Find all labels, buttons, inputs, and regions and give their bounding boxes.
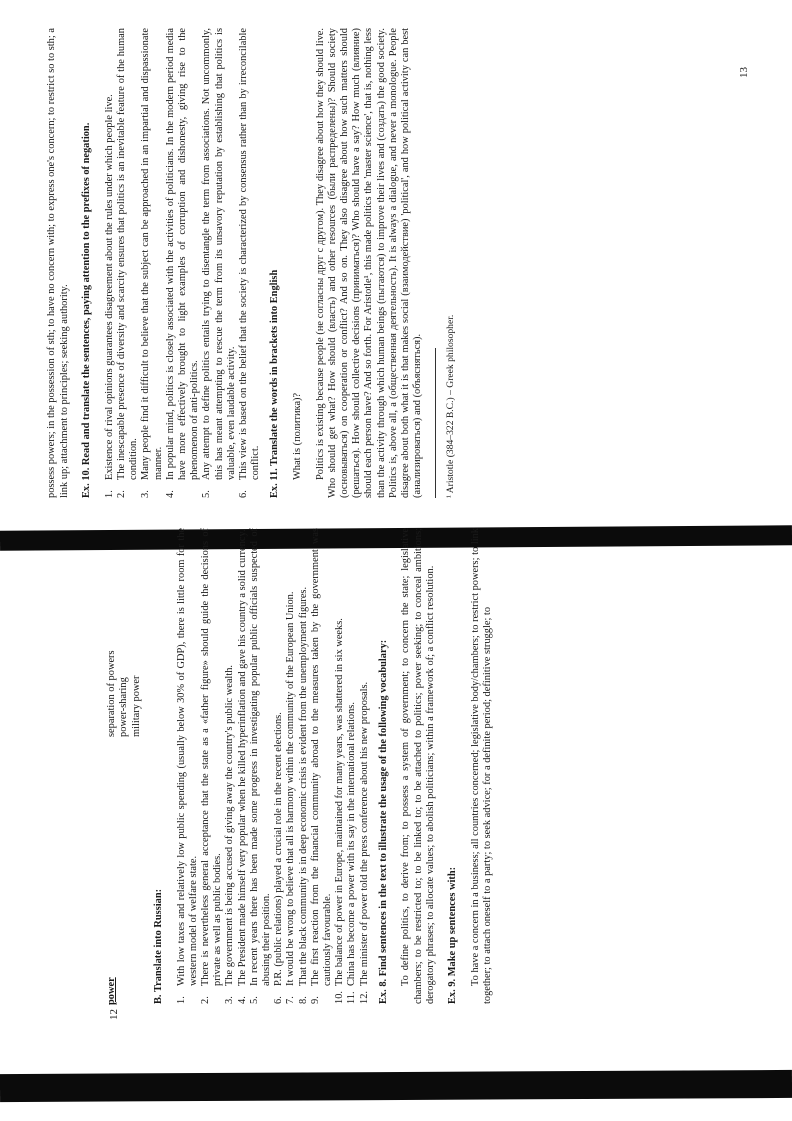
item-number: 5.: [201, 490, 213, 498]
footnote-rule: [435, 348, 436, 498]
list-item: [237, 528, 249, 1004]
item-number: 3.: [224, 996, 236, 1004]
item-text: Existence of rival opinions guarantees disagreement about the rules under which people live.: [103, 94, 115, 480]
item-text: The government is being accused of giving away the country's public wealth.: [224, 664, 236, 986]
item-text: In recent years there has been made some progress in investigating popular public officials suspected of abusing their position.: [248, 528, 273, 986]
item-number: 9.: [309, 996, 321, 1004]
item-text: There is nevertheless general acceptance that the state as a «father figure» should guide the decisions of private as well as public bodies.: [200, 528, 224, 986]
item-number: 3.: [140, 490, 152, 498]
item-text: The balance of power in Europe, maintained for many years, was shattered in six weeks.: [334, 618, 346, 986]
ex9-text: To have a concern in a business; all countries concerned; legislative body/chambers; to restrict powers; to link together; to attach oneself to a party; to seek advice; for a definite period; definitive struggle; to: [470, 528, 494, 1004]
list-item: [165, 28, 202, 498]
item-number: 10.: [334, 991, 346, 1004]
list-item: [140, 28, 164, 498]
item-number: 2.: [115, 490, 127, 498]
item-number: 11.: [346, 991, 358, 1004]
list-item: [176, 528, 200, 1004]
list-item: [224, 528, 236, 1004]
list-item: military power: [130, 675, 142, 737]
sectionB-title: B. Translate into Russian:: [153, 888, 164, 1004]
item-text: China has become a power with its say in the international relations.: [346, 702, 358, 986]
item-text: The minister of power told the press conference about his new proposals.: [358, 681, 370, 986]
item-text: It would be wrong to believe that all is harmony within the community of the European Union.: [285, 591, 297, 986]
list-item: [310, 528, 334, 1004]
list-item: [359, 528, 371, 1004]
item-number: 1.: [103, 490, 115, 498]
list-item: [298, 528, 310, 1004]
ex10-title: Ex. 10. Read and translate the sentences, paying attention to the prefixes of negation.: [81, 122, 93, 498]
ex11-text: Politics is existing because people (не согласны друг с другом). They disagree about how they should live. Who should get what? How should (власть) and other resources (были распределены)? Should society (основываться) on cooperation or conflict? And so on. They also disagree about how such matters should (решаться). How should collective decisions (приниматься)? Who should have a say? How much (влияние) should each person have? And so forth. For Aristotle¹, this made politics the 'master science', that is, nothing less than the activity through which human beings (пытаются) to improve their lives and (создать) the good society. Politics is, above all, a (общественная деятельность). It is always a dialogue, and never a monologue. People disagree about both what it is that makes social (взаимодействие) 'political', and how political activity can best (анализироваться) and (объясняться).: [314, 28, 424, 498]
continuation-text: possess powers; in the possession of sth; to have no concern with; to express one's concern; to restrict so to sth; a link up; attachment to principles; seeking authority.: [46, 28, 70, 498]
scan-shadow-bottom: [0, 1070, 792, 1102]
list-item: power-sharing: [118, 677, 130, 737]
ex9-title: Ex. 9. Make up sentences with:: [447, 866, 459, 1004]
item-number: 6.: [273, 996, 285, 1004]
item-text: Many people find it difficult to believe that the subject can be approached in an impartial and dispassionate manner.: [140, 28, 164, 480]
item-number: 12.: [358, 991, 370, 1004]
list-item: [249, 528, 273, 1004]
list-item: [104, 28, 116, 498]
page-number-right: 13: [738, 67, 750, 78]
item-text: This view is based on the belief that the society is characterized by consensus rather than by irreconcilable conflict.: [238, 28, 262, 480]
list-item: [200, 528, 224, 1004]
ex8-text: To define politics, to derive from; to possess a system of government; to concern the state; legislative chambers; to be restricted to; to be linked to; to be attached to politics; power seeking; to conceal ambitions; derogatory phrases; to allocate values; to abolish politicians; within a framework of; a conflict resolution.: [400, 528, 436, 1004]
item-text: Any attempt to define politics entails trying to disentangle the term from associations. Not uncommonly, this has meant attempting to rescue the term from its unsavory reputation by establishing that politics is valuable, even laudable activity.: [201, 28, 237, 480]
list-item: [238, 28, 262, 498]
item-text: In popular mind, politics is closely associated with the activities of politicians. In the modern period media have more effectively brought to light examples of corruption and dishonesty, giving rise to the phenomenon of anti-politics.: [164, 28, 201, 480]
item-text: The first reaction from the financial community abroad to the measures taken by the government was cautiously favourable.: [309, 528, 334, 986]
item-number: 8.: [297, 996, 309, 1004]
left-page-text: [106, 528, 505, 1004]
list-item: [273, 528, 285, 1004]
item-text: That the black community is in deep economic crisis is evident from the unemployment figures.: [297, 586, 309, 986]
list-item: [334, 528, 346, 1004]
footnote: ¹ Aristotle (384–322 B.C.) – Greek philosopher.: [445, 314, 457, 498]
ex11-question: What is (политика)?: [292, 392, 304, 480]
item-number: 2.: [200, 996, 211, 1004]
item-text: The inescapable presence of diversity and scarcity ensures that politics is an inevitable feature of the human condition.: [115, 28, 140, 480]
item-text: The President made himself very popular when he killed hyperinflation and gave his country a solid currency.: [236, 529, 248, 986]
page-number-left: 12: [108, 1009, 120, 1020]
item-number: 1.: [175, 996, 187, 1004]
item-number: 4.: [236, 996, 248, 1004]
keyword-power: power: [106, 977, 117, 1005]
item-text: With low taxes and relatively low public spending (usually below 30% of GDP), there is little room for the western model of welfare state.: [175, 528, 199, 986]
right-page-text: [36, 28, 467, 498]
list-item: [285, 528, 297, 1004]
item-number: 7.: [285, 996, 297, 1004]
ex11-title: Ex. 11. Translate the words in brackets into English: [269, 269, 281, 498]
ex8-title: Ex. 8. Find sentences in the text to illustrate the usage of the following vocabulary:: [377, 639, 389, 1004]
item-text: P.R. (public relations) played a crucial role in the recent elections.: [273, 712, 285, 986]
list-item: separation of powers: [106, 650, 117, 737]
list-item: [201, 28, 238, 498]
list-item: [346, 528, 358, 1004]
list-item: [116, 28, 140, 498]
item-number: 4.: [164, 490, 176, 498]
item-number: 5.: [248, 996, 260, 1004]
item-number: 6.: [238, 490, 250, 498]
